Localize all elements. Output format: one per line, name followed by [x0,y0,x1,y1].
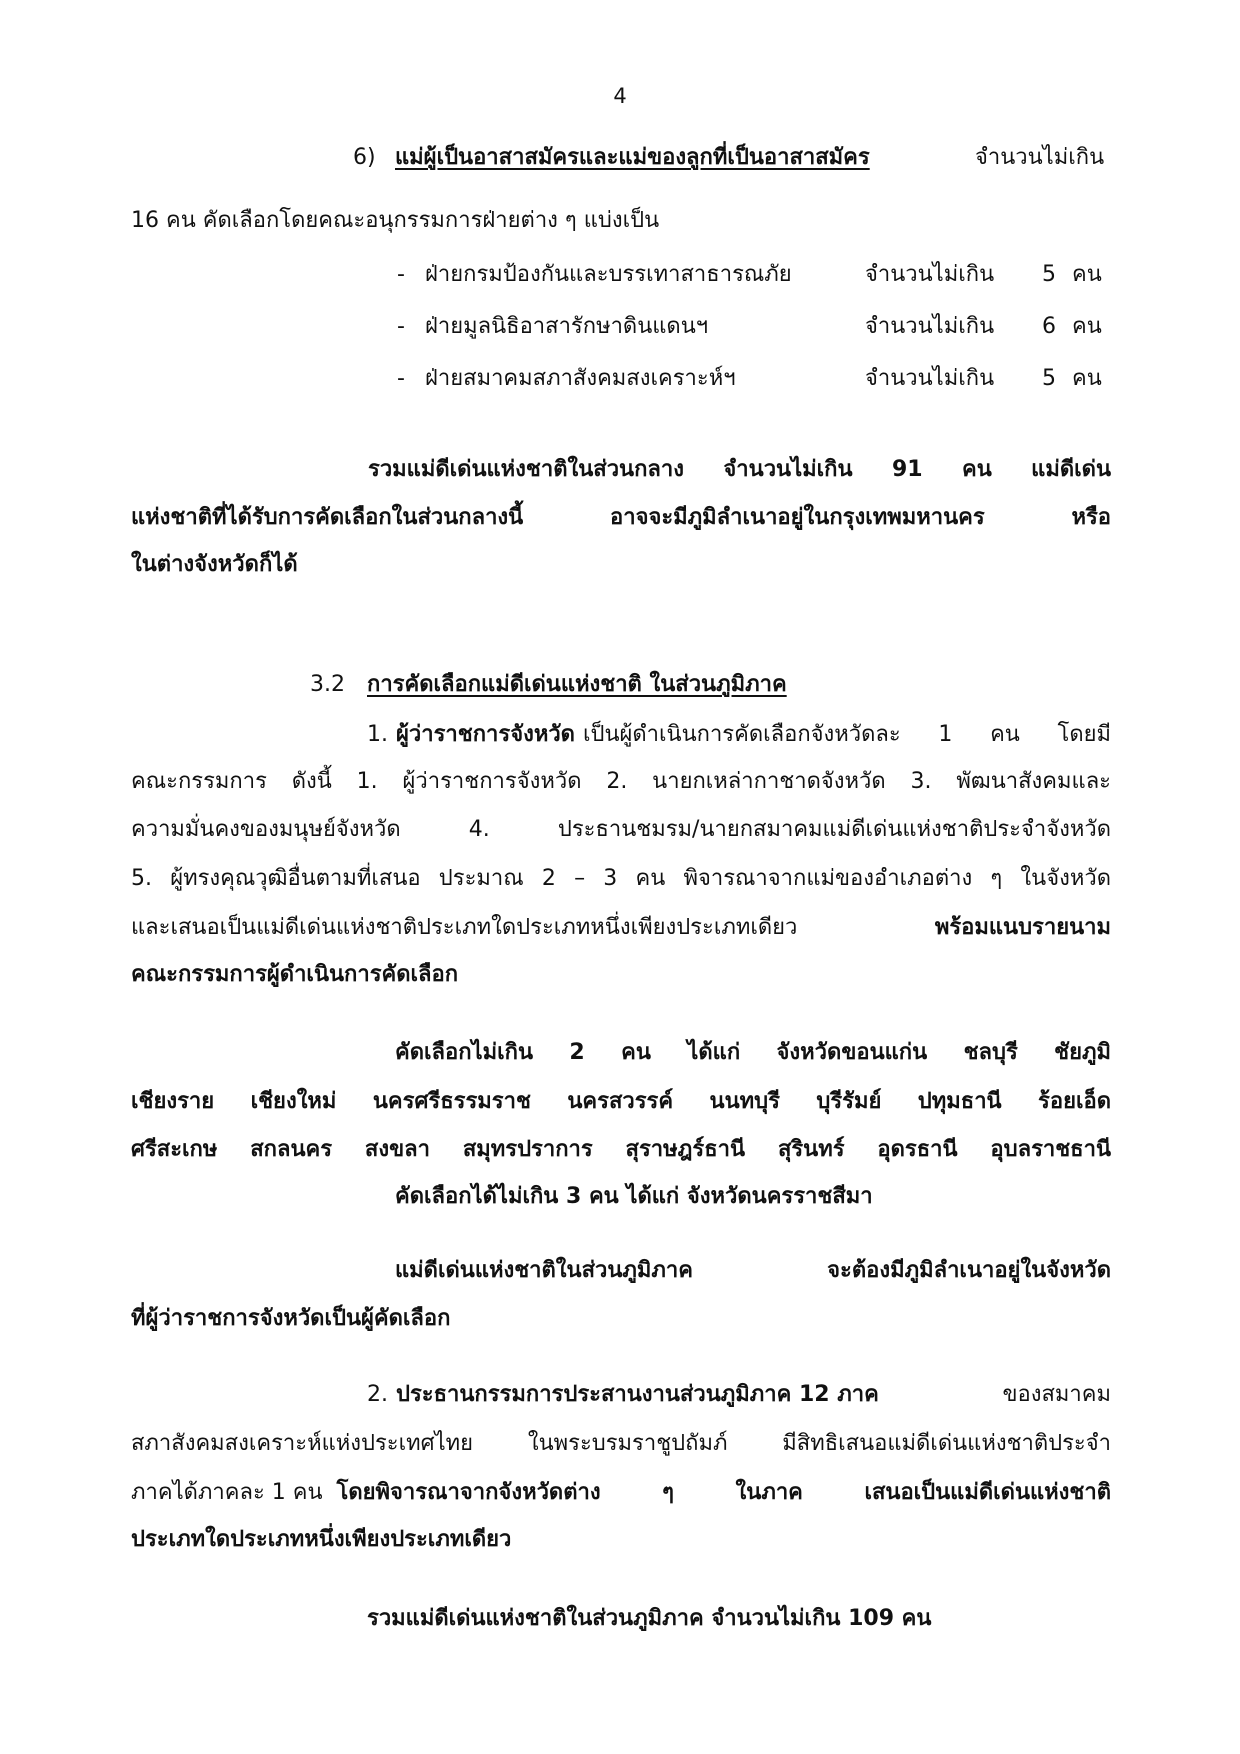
item6-line2: 16 คน คัดเลือกโดยคณะอนุกรรมการฝ่ายต่าง ๆ แบ่งเป็น [131,208,660,233]
regional-total: รวมแม่ดีเด่นแห่งชาติในส่วนภูมิภาค จำนวนไม่เกิน 109 คน [367,1606,932,1631]
row-qty: 5 [1042,262,1056,287]
provinces-line1: คัดเลือกไม่เกิน 2 คน ได้แก่ จังหวัดขอนแก่น ชลบุรี ชัยภูมิ [395,1040,1111,1065]
row-qty: 5 [1042,366,1056,391]
para2-num: 2. [367,1382,388,1407]
para1-bold: ผู้ว่าราชการจังหวัด [396,722,575,747]
para2-line3-bold: โดยพิจารณาจากจังหวัดต่าง ๆ ในภาค เสนอเป็นแม่ดีเด่นแห่งชาติ [336,1480,1111,1505]
para1-line3: ความมั่นคงของมนุษย์จังหวัด 4. ประธานชมรม/นายกสมาคมแม่ดีเด่นแห่งชาติประจำจังหวัด [131,817,1111,842]
provinces-line4: คัดเลือกได้ไม่เกิน 3 คน ได้แก่ จังหวัดนครราชสีมา [395,1184,873,1209]
domicile-line2: ที่ผู้ว่าราชการจังหวัดเป็นผู้คัดเลือก [131,1306,451,1331]
para1-line5-normal: และเสนอเป็นแม่ดีเด่นแห่งชาติประเภทใดประเภทหนึ่งเพียงประเภทเดียว [131,915,798,940]
row-qty: 6 [1042,314,1056,339]
central-total-line3: ในต่างจังหวัดก็ได้ [131,552,298,577]
item6-heading: แม่ผู้เป็นอาสาสมัครและแม่ของลูกที่เป็นอาสาสมัคร [395,145,870,170]
central-total-line1: รวมแม่ดีเด่นแห่งชาติในส่วนกลาง จำนวนไม่เกิน 91 คน แม่ดีเด่น [368,457,1111,482]
provinces-line3: ศรีสะเกษ สกลนคร สงขลา สมุทรปราการ สุราษฎร์ธานี สุรินทร์ อุดรธานี อุบลราชธานี [131,1137,1111,1162]
central-total-line2: แห่งชาติที่ได้รับการคัดเลือกในส่วนกลางนี้ อาจจะมีภูมิลำเนาอยู่ในกรุงเทพมหานคร หรือ [131,505,1111,530]
row-unit: คน [1072,366,1102,391]
para2-line3-normal: ภาคได้ภาคละ 1 คน [131,1480,323,1505]
para1-line4: 5. ผู้ทรงคุณวุฒิอื่นตามที่เสนอ ประมาณ 2 – 3 คน พิจารณาจากแม่ของอำเภอต่าง ๆ ในจังหวัด [131,866,1111,891]
domicile-line1: แม่ดีเด่นแห่งชาติในส่วนภูมิภาค จะต้องมีภูมิลำเนาอยู่ในจังหวัด [395,1258,1111,1283]
row-name: ฝ่ายมูลนิธิอาสารักษาดินแดนฯ [425,314,709,339]
row-qty-label: จำนวนไม่เกิน [865,262,995,287]
row-dash: - [397,262,405,287]
row-qty-label: จำนวนไม่เกิน [865,366,995,391]
row-unit: คน [1072,262,1102,287]
item6-tail: จำนวนไม่เกิน [975,145,1105,170]
para1-rest: เป็นผู้ดำเนินการคัดเลือกจังหวัดละ 1 คน โดยมี [582,722,1111,747]
para1-line5-bold: พร้อมแนบรายนาม [934,915,1111,940]
section-3-2-number: 3.2 [310,672,345,697]
item6-number: 6) [353,145,376,170]
para1-line6: คณะกรรมการผู้ดำเนินการคัดเลือก [131,962,459,987]
para2-line3 [131,1478,1111,1508]
para1-line1 [367,720,1111,750]
para2-rest: ของสมาคม [1002,1382,1111,1407]
provinces-line2: เชียงราย เชียงใหม่ นครศรีธรรมราช นครสวรรค์ นนทบุรี บุรีรัมย์ ปทุมธานี ร้อยเอ็ด [131,1089,1111,1114]
row-unit: คน [1072,314,1102,339]
row-qty-label: จำนวนไม่เกิน [865,314,995,339]
para2-line2: สภาสังคมสงเคราะห์แห่งประเทศไทย ในพระบรมราชูปถัมภ์ มีสิทธิเสนอแม่ดีเด่นแห่งชาติประจำ [131,1431,1111,1456]
row-dash: - [397,314,405,339]
page-number: 4 [613,84,627,108]
row-dash: - [397,366,405,391]
section-3-2-heading: การคัดเลือกแม่ดีเด่นแห่งชาติ ในส่วนภูมิภาค [367,672,787,697]
row-name: ฝ่ายสมาคมสภาสังคมสงเคราะห์ฯ [425,366,736,391]
para1-line5 [131,913,1111,943]
row-name: ฝ่ายกรมป้องกันและบรรเทาสาธารณภัย [425,262,792,287]
para1-num: 1. [367,722,388,747]
para2-bold: ประธานกรรมการประสานงานส่วนภูมิภาค 12 ภาค [396,1382,879,1407]
para1-line2: คณะกรรมการ ดังนี้ 1. ผู้ว่าราชการจังหวัด 2. นายกเหล่ากาชาดจังหวัด 3. พัฒนาสังคมและ [131,769,1111,794]
para2-line4: ประเภทใดประเภทหนึ่งเพียงประเภทเดียว [131,1527,512,1552]
para2-line1 [367,1380,1111,1410]
